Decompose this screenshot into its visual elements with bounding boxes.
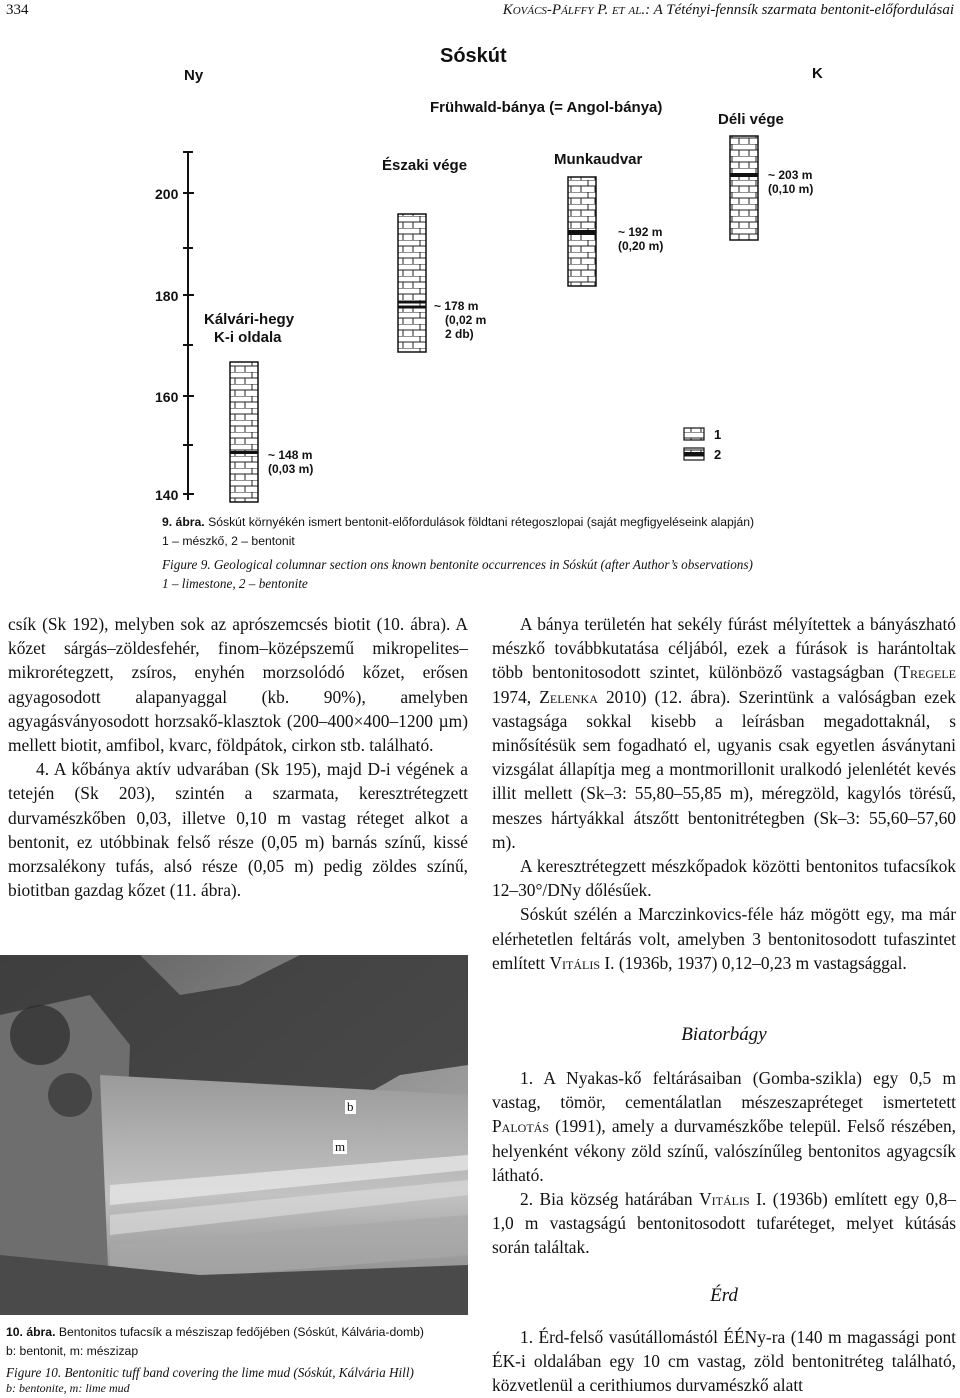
fig9-legend-en: 1 – limestone, 2 – bentonite [162,576,308,591]
left-paragraph-1: csík (Sk 192), melyben sok az aprószemcsés biotit (10. ábra). A kőzet sárgás–zöldesfehér, finom–középszemű mikropelites–mikrorétegzett, zsíros, enyhén morzsolódó kőzet, erősen agyagosodott alapanyaggal (kb. 90%), amelyben agyagásványosodott horzsakő-klasztok (200–400×400–1200 µm) mellett biotit, amfibol, kvarc, földpátok, cirkon stb. található. [8,614,468,756]
right-paragraph-2: A keresztrétegzett mészkőpadok közötti bentonitos tufacsíkok 12–30°/DNy dőlésűek. [492,856,956,901]
fig9-title: Sóskút [440,45,507,67]
running-article-title: : A Tétényi-fennsík szarmata bentonit-előfordulásai [645,2,954,18]
figure-9-columnar-sections [0,28,960,508]
fig10-legend-hu: b: bentonit, m: mészizap [6,1344,139,1358]
fig9-hill-line2: K-i oldala [214,329,282,346]
fig9-caption-hu [162,514,952,531]
right-paragraph-1: A bánya területén hat sekély fúrást mélyítettek a bányászható mészkő továbbkutatása céljából, ezek a fúrások is harántoltak több bentonitosodott szintet, különböző vastagságban (Tregele 1974, Zelenka 2010) (12. ábra). Szerintünk a valóságban ezek vastagsága sokkal kisebb a leírásban megadottaknál, s minősítésük sem fogadható el, ugyanis csak egyetlen ásványtani vizsgálat állapítja meg a montmorillonit uralkodó jelenlétét kevés illit mellett (Sk–3: 55,80–55,85 m), méregzöld, kagylós törésű, meszes hártyákkal átszőtt bentonitrétegben (Sk–3: 55,60–57,60 m). [492,614,956,852]
fig9-east: K [812,65,823,82]
fig9-hill-line1: Kálvári-hegy [204,311,295,328]
legend-limestone-swatch [684,428,704,440]
fig9-scale-160: 160 [155,389,179,405]
right-paragraph-3: Sóskút szélén a Marczinkovics-féle ház mögött egy, ma már elérhetetlen feltárás volt, amelyben 3 bentonitosodott tufaszintet említett Vitális I. (1936b, 1937) 0,12–0,23 m vastagsággal. [492,904,956,973]
legend-2: 2 [714,447,722,462]
fig9-legend [684,427,721,462]
fig10-caption-en-label: Figure 10. [6,1365,62,1380]
fig9-caption-hu-label: 9. ábra. [162,515,205,529]
fig9-scale-180: 180 [155,288,179,304]
fig10-caption-en-text: Bentonitic tuff band covering the lime mud (Sóskút, Kálvária Hill) [61,1365,414,1380]
fig9-scale-140: 140 [155,487,179,503]
right-paragraph-6: 1. Érd-felső vasútállomástól ÉÉNy-ra (140 m magassági pont ÉK-i oldalában egy 10 cm vastag, zöld bentonitréteg található, közvetlenül a cerithiumos durvamészkő alatt [492,1327,956,1396]
running-authors: Kovács-Pálffy P. et al. [502,2,646,18]
fig10-legend-en: b: bentonite, m: lime mud [6,1381,130,1395]
photo-label-m: m [335,1139,346,1154]
page-number: 334 [6,2,29,18]
fig9-column-yard [568,177,596,286]
fig10-caption-hu [6,1324,476,1341]
fig9-note-178-c: 2 db) [445,327,474,341]
left-paragraph-2: 4. A kőbánya aktív udvarában (Sk 195), majd D-i végének a tetején (Sk 203), szintén a szarmata, keresztrétegzett durvamészkőben 0,03, illetve 0,10 m vastag réteget alkot a bentonit, ez utóbbinak felső része (0,05 m) barnás színű, kissé morzsalékony tufás, alsó része (0,05 m) pedig zöldes színű, biotitban gazdag kőzet (11. ábra). [8,759,468,901]
running-title [503,2,954,19]
fig9-yard: Munkaudvar [554,151,643,168]
right-column-bottom [492,1325,956,1398]
right-column-top [492,612,956,975]
fig9-scale-200: 200 [155,186,179,202]
fig9-column-south-end [730,136,758,240]
fig9-south-end: Déli vége [718,111,784,128]
right-column-middle [492,1066,956,1260]
section-heading-biatorbagy: Biatorbágy [681,1024,767,1045]
fig9-caption-hu-text: Sóskút környékén ismert bentonit-előfordulások földtani rétegoszlopai (saját megfigyeléseink alapján) [204,515,755,529]
figure-10-photo [0,955,468,1315]
right-paragraph-4: 1. A Nyakas-kő feltárásaiban (Gomba-szikla) egy 0,5 m vastag, tömör, cementálatlan mészeszapréteget ismertetett Palotás (1991), amely a durvamészkőbe települ. Felső részében, helyenként vékony zöld színű, valószínűleg bentonitos agyagcsík látható. [492,1068,956,1185]
left-column [8,612,468,902]
fig9-elevation-axis [155,152,194,503]
quarry-wall-photo [0,955,468,1315]
fig9-note-148-a: ~ 148 m [268,448,313,462]
fig9-north-end: Északi vége [382,157,468,174]
fig10-caption-en [6,1364,476,1381]
fig10-caption-hu-label: 10. ábra. [6,1325,56,1339]
fig9-caption-en [162,556,952,573]
fig10-caption-hu-text: Bentonitos tufacsík a mésziszap fedőjében (Sóskút, Kálvária-domb) [55,1325,424,1339]
fig9-note-178-b: (0,02 m [445,313,487,327]
fig9-note-203-a: ~ 203 m [768,168,813,182]
legend-1: 1 [714,427,722,442]
section-heading-erd: Érd [710,1285,738,1306]
fig9-legend-hu: 1 – mészkő, 2 – bentonit [162,534,295,548]
fig9-quarry: Frühwald-bánya (= Angol-bánya) [430,99,663,116]
photo-label-b: b [347,1099,354,1114]
fig9-west: Ny [184,67,204,84]
right-paragraph-5: 2. Bia község határában Vitális I. (1936b) említett egy 0,8–1,0 m vastagságú bentonitosodott tufaréteget, melyet kútásás során találtak. [492,1189,956,1258]
fig9-caption-en-label: Figure 9. [162,557,211,572]
fig9-column-kalvari-hegy [230,362,258,502]
fig9-note-148-b: (0,03 m) [268,462,314,476]
fig9-note-192-b: (0,20 m) [618,239,664,253]
fig9-note-192-a: ~ 192 m [618,225,663,239]
fig9-note-203-b: (0,10 m) [768,182,814,196]
fig9-caption-en-text: Geological columnar section ons known bentonite occurrences in Sóskút (after Author’s observations) [210,557,753,572]
fig9-column-north-end [398,214,426,352]
fig9-note-178-a: ~ 178 m [434,299,479,313]
